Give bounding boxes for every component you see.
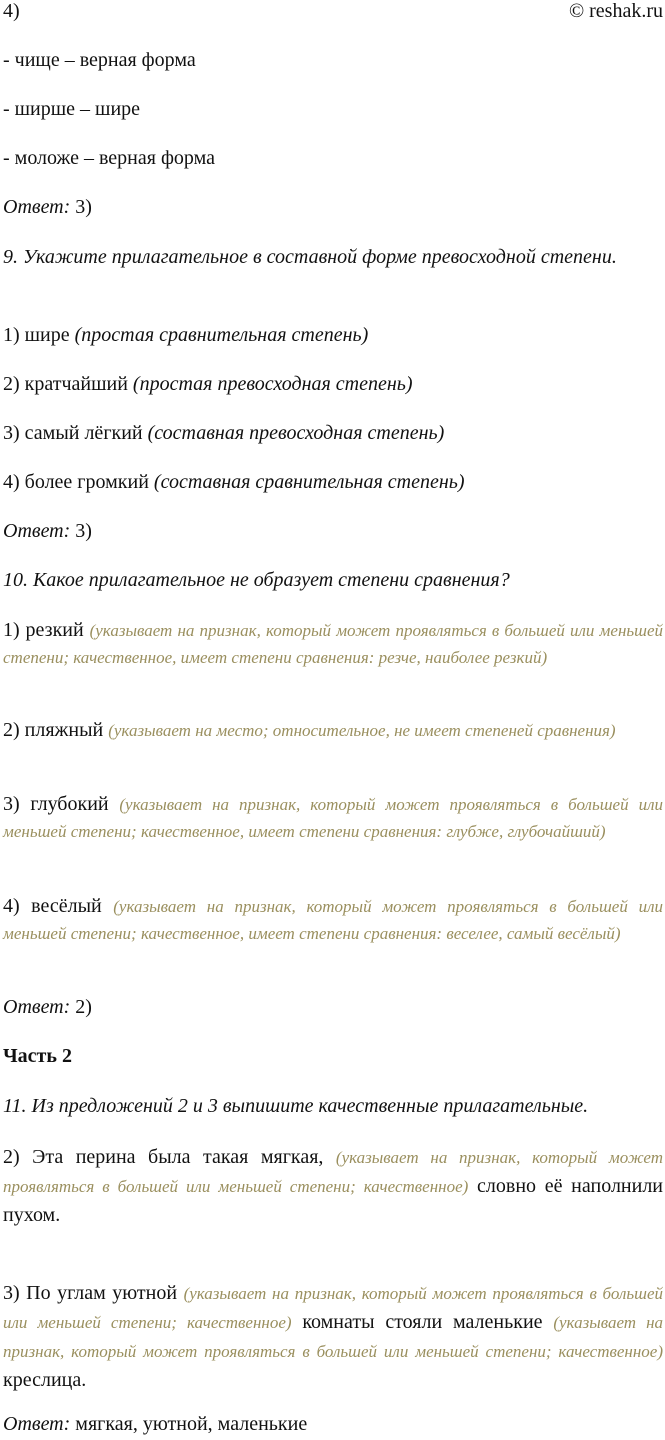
option-para xyxy=(3,791,663,845)
section-heading: Часть 2 xyxy=(3,1045,72,1067)
option-word: 3) глубокий xyxy=(3,793,109,815)
option-word: 3) самый лёгкий xyxy=(3,422,143,444)
option-note: (указывает на признак, который может проявляться в большей или меньшей степени; качественное, имеет степени сравнения: глубже, глубочайший) xyxy=(3,795,663,841)
option-word: 1) шире xyxy=(3,324,70,346)
form-line: - ширше – шире xyxy=(3,98,141,120)
option-note: (простая сравнительная степень) xyxy=(74,324,369,346)
question-11: 11. Из предложений 2 и 3 выпишите качественные прилагательные. xyxy=(3,1095,589,1117)
option-note: (указывает на признак, который может проявляться в большей или меньшей степени; качественное, имеет степени сравнения: резче, наиболее резкий) xyxy=(3,621,663,667)
sentence-note: (указывает на признак, который может проявляться в большей или меньшей степени; качественное) xyxy=(3,1313,664,1361)
answer-line xyxy=(3,519,663,543)
answer-value: 3) xyxy=(75,520,92,542)
answer-label: Ответ: xyxy=(3,996,71,1018)
option-line xyxy=(3,470,663,494)
option-word: 1) резкий xyxy=(3,619,84,641)
option-note: (указывает на место; относительное, не имеет степеней сравнения) xyxy=(108,721,616,740)
form-line: - чище – верная форма xyxy=(3,49,196,71)
sentence-text: 3) По углам уютной xyxy=(3,1282,178,1304)
sentence-note: (указывает на признак, который может проявляться в большей или меньшей степени; качественное) xyxy=(3,1148,664,1196)
option-para xyxy=(3,617,663,671)
option-word: 2) пляжный xyxy=(3,719,104,741)
option-para xyxy=(3,893,663,947)
answer-line xyxy=(3,1412,663,1436)
page-number: 4) xyxy=(3,0,20,22)
option-line xyxy=(3,372,663,396)
page-header xyxy=(0,0,665,24)
option-line xyxy=(3,323,663,347)
answer-value: мягкая, уютной, маленькие xyxy=(75,1413,308,1435)
option-note: (составная сравнительная степень) xyxy=(153,471,465,493)
option-note: (составная превосходная степень) xyxy=(147,422,445,444)
option-word: 4) весёлый xyxy=(3,895,102,917)
option-note: (указывает на признак, который может проявляться в большей или меньшей степени; качественное, имеет степени сравнения: веселее, самый весёлый) xyxy=(3,897,663,943)
sentence-text: 2) Эта перина была такая мягкая, xyxy=(3,1146,324,1168)
answer-value: 2) xyxy=(75,996,92,1018)
sentence-2 xyxy=(3,1143,663,1230)
question-10: 10. Какое прилагательное не образует степени сравнения? xyxy=(3,569,510,591)
answer-line xyxy=(3,995,663,1019)
option-line xyxy=(3,421,663,445)
answer-value: 3) xyxy=(75,196,92,218)
sentence-3 xyxy=(3,1279,663,1395)
site-watermark: © reshak.ru xyxy=(568,0,663,22)
sentence-text: комнаты стояли маленькие xyxy=(302,1311,543,1333)
form-line: - моложе – верная форма xyxy=(3,147,216,169)
answer-label: Ответ: xyxy=(3,520,71,542)
sentence-text: креслица. xyxy=(3,1369,87,1391)
option-para xyxy=(3,717,663,744)
answer-line xyxy=(3,195,663,219)
option-word: 2) кратчайший xyxy=(3,373,128,395)
question-9: 9. Укажите прилагательное в составной форме превосходной степени. xyxy=(3,246,617,268)
answer-label: Ответ: xyxy=(3,1413,71,1435)
option-note: (простая превосходная степень) xyxy=(132,373,413,395)
sentence-text: словно её наполнили пухом. xyxy=(3,1175,664,1226)
sentence-note: (указывает на признак, который может проявляться в большей или меньшей степени; качественное) xyxy=(3,1284,663,1332)
option-word: 4) более громкий xyxy=(3,471,149,493)
answer-label: Ответ: xyxy=(3,196,71,218)
